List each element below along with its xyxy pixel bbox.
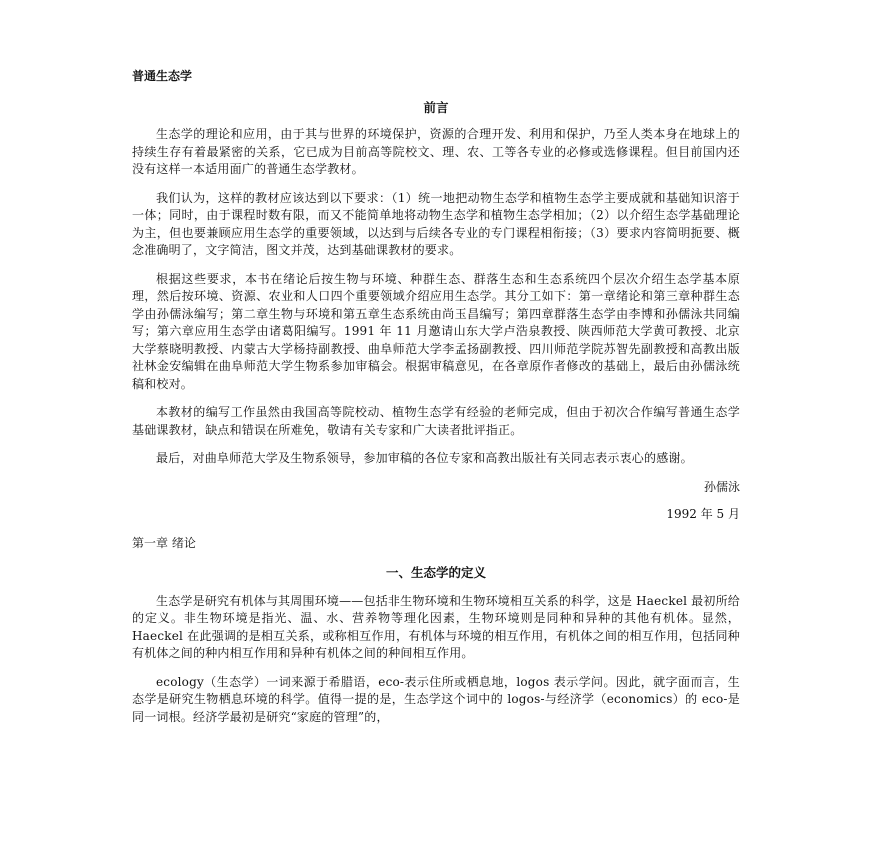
section-paragraph: 生态学是研究有机体与其周围环境——包括非生物环境和生物环境相互关系的科学，这是 Haeckel 最初所给的定义。非生物环境是指光、温、水、营养物等理化因素，生物环境则是同种和异种的其他有机体。显然，Haeckel 在此强调的是相互关系，或称相互作用，有机体与环境的相互作用，有机体之间的相互作用，包括同种有机体之间的种内相互作用和异种有机体之间的种间相互作用。 xyxy=(132,593,740,660)
preface-title: 前言 xyxy=(423,100,449,115)
preface-paragraph: 生态学的理论和应用，由于其与世界的环境保护，资源的合理开发、利用和保护，乃至人类本身在地球上的持续生存有着最紧密的关系，它已成为目前高等院校文、理、农、工等各专业的必修或选修课程。但目前国内还没有这样一本适用面广的普通生态学教材。 xyxy=(132,127,740,176)
author-signature: 孙儒泳 xyxy=(703,479,740,494)
preface-paragraph: 最后，对曲阜师范大学及生物系领导，参加审稿的各位专家和高教出版社有关同志表示衷心的感谢。 xyxy=(156,451,693,465)
document-page xyxy=(132,68,740,737)
chapter-title: 第一章 绪论 xyxy=(132,535,196,550)
book-title: 普通生态学 xyxy=(132,69,193,83)
preface-paragraph: 我们认为，这样的教材应该达到以下要求：（1）统一地把动物生态学和植物生态学主要成就和基础知识溶于一体；同时，由于课程时数有限，而又不能简单地将动物生态学和植物生态学相加；（2）以介绍生态学基础理论为主，但也要兼顾应用生态学的重要领域，以达到与后续各专业的专门课程相衔接；（3）要求内容简明扼要、概念准确明了，文字简洁，图文并茂，达到基础课教材的要求。 xyxy=(132,190,740,257)
preface-paragraph: 本教材的编写工作虽然由我国高等院校动、植物生态学有经验的老师完成，但由于初次合作编写普通生态学基础课教材，缺点和错误在所难免，敬请有关专家和广大读者批评指正。 xyxy=(132,405,740,437)
section-paragraph: ecology（生态学）一词来源于希腊语，eco-表示住所或栖息地，logos 表示学问。因此，就字面而言，生态学是研究生物栖息环境的科学。值得一提的是，生态学这个词中的 logos-与经济学（economics）的 eco-是同一词根。经济学最初是研究“家庭的管理”的， xyxy=(132,674,740,724)
section-title: 一、生态学的定义 xyxy=(385,564,486,580)
preface-paragraph: 根据这些要求，本书在绪论后按生物与环境、种群生态、群落生态和生态系统四个层次介绍生态学基本原理，然后按环境、资源、农业和人口四个重要领域介绍应用生态学。其分工如下：第一章绪论和第三章种群生态学由孙儒泳编写；第二章生物与环境和第五章生态系统由尚玉昌编写；第四章群落生态学由李博和孙儒泳共同编写；第六章应用生态学由诸葛阳编写。1991 年 11 月邀请山东大学卢浩泉教授、陕西师范大学黄可教授、北京大学蔡晓明教授、内蒙古大学杨持副教授、曲阜师范大学李孟扬副教授、四川师范学院苏智先副教授和高教出版社林金安编辑在曲阜师范大学生物系参加审稿会。根据审稿意见，在各章原作者修改的基础上，最后由孙儒泳统稿和校对。 xyxy=(132,271,740,391)
preface-date: 1992 年 5 月 xyxy=(666,506,740,521)
